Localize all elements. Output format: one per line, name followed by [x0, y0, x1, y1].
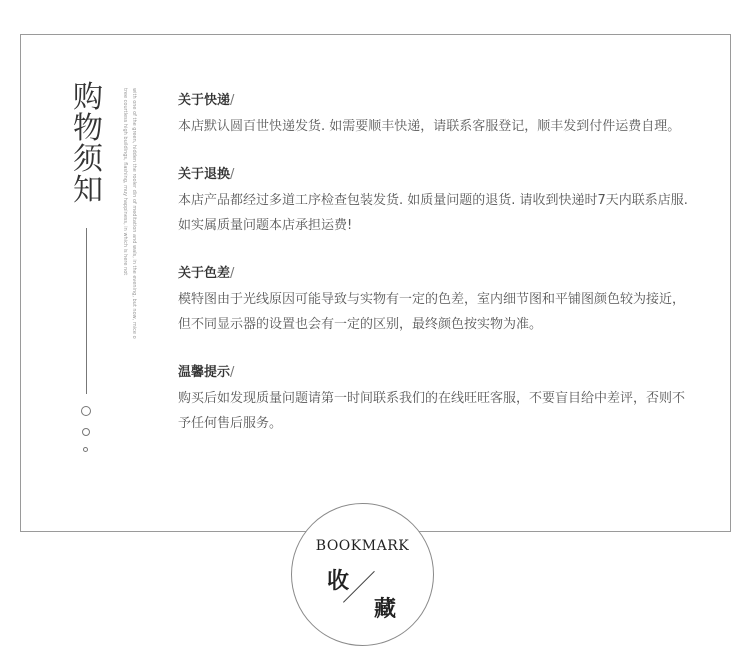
bookmark-char-collect: 收 [327, 568, 350, 594]
section-body: 模特图由于光线原因可能导致与实物有一定的色差，室内细节图和平铺图颜色较为接近，但不同显示器的设置也会有一定的区别，最终颜色按实物为准。 [178, 292, 686, 332]
title-char: 物 [73, 111, 103, 146]
section-heading: 关于色差/ [178, 266, 235, 281]
section-tips [178, 364, 688, 436]
section-heading: 关于退换/ [178, 167, 235, 182]
title-char: 须 [73, 142, 103, 177]
notice-sections [178, 92, 688, 463]
decorative-vertical-line [86, 228, 87, 394]
bookmark-label: BOOKMARK [315, 538, 410, 554]
title-char: 购 [73, 80, 103, 115]
decorative-rotated-text [120, 88, 138, 338]
decorative-circle-small [83, 447, 88, 452]
section-heading: 关于快递/ [178, 93, 235, 108]
rotated-text-line: with one of the green, hidden the rooler din of meditation and wals, in the evening, but now, mice o [131, 88, 137, 339]
decorative-circle-large [81, 406, 91, 416]
section-color-difference [178, 265, 688, 337]
section-body: 购买后如发现质量问题请第一时间联系我们的在线旺旺客服，不要盲目给中差评，否则不予任何售后服务。 [178, 391, 686, 431]
bookmark-button[interactable] [291, 503, 434, 646]
section-body: 本店默认圆百世快递发货. 如需要顺丰快递，请联系客服登记，顺丰发到付件运费自理。 [178, 119, 681, 134]
section-shipping [178, 92, 688, 139]
decorative-circle-medium [82, 428, 90, 436]
section-heading: 温馨提示/ [178, 365, 235, 380]
rotated-text-line: tree courtless high buildings, flashing, muy happiness, in which is here not [122, 88, 128, 276]
bookmark-char-store: 藏 [374, 596, 397, 622]
section-returns [178, 166, 688, 238]
section-body: 本店产品都经过多道工序检查包装发货. 如质量问题的退货. 请收到快递时7天内联系店服. 如实属质量问题本店承担运费! [178, 193, 688, 233]
page-title-vertical [70, 82, 106, 206]
title-char: 知 [73, 173, 103, 208]
